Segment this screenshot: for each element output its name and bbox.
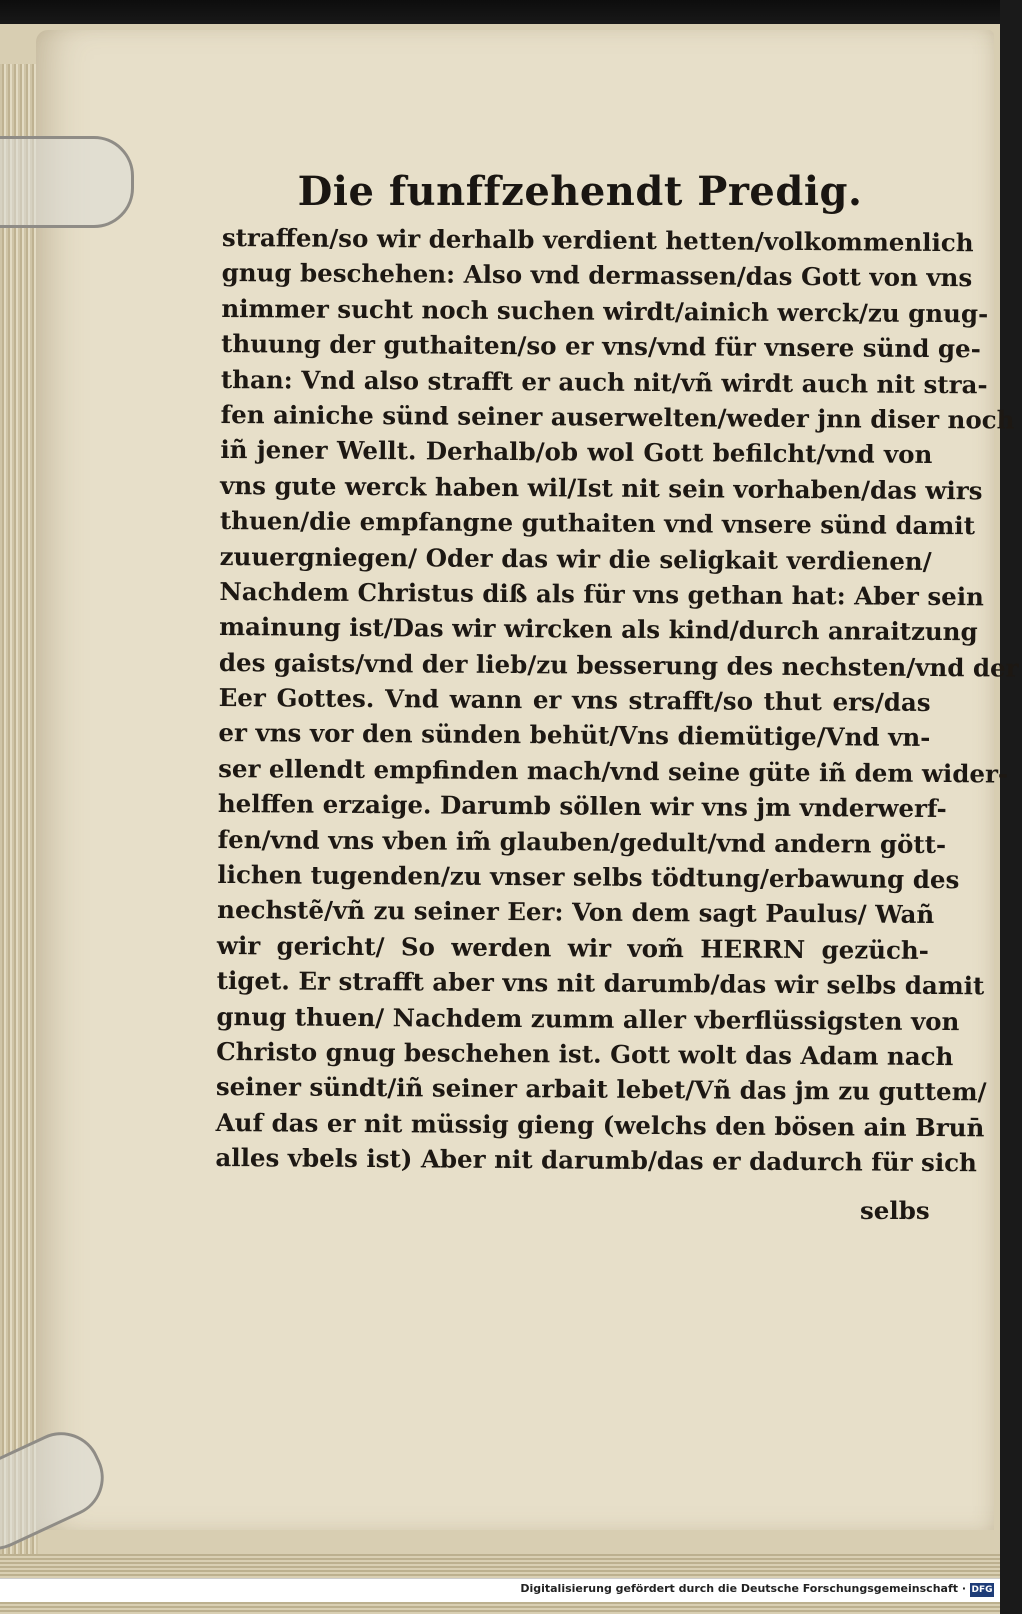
text-line: straffen/so wir derhalb verdient hetten/volkommenlich [221,222,974,258]
text-line: lichen tugenden/zu vnser selbs tödtung/erbawung des [217,860,960,895]
text-line: zuuergniegen/ Oder das wir die seligkait verdienen/ [219,541,932,576]
text-line: Eer Gottes. Vnd wann er vns strafft/so thut ers/das [218,683,931,718]
page-clip-icon [0,136,134,228]
footer-bar [0,1578,1000,1602]
text-line: ser ellendt empfinden mach/vnd seine güte iñ dem wider- [218,753,1009,789]
text-line: helffen erzaige. Darumb söllen wir vns jm vnderwerf- [217,789,947,824]
text-line: mainung ist/Das wir wircken als kind/durch anraitzung [219,612,978,647]
text-line: alles vbels ist) Aber nit darumb/das er dadurch für sich [215,1143,978,1178]
text-line: wir gericht/ So werden wir vom̃ HERRN gezüch- [216,930,930,965]
text-line: gnug beschehen: Also vnd dermassen/das Gott von vns [221,258,973,293]
text-line: vns gute werck haben wil/Ist nit sein vorhaben/das wirs [220,470,983,506]
dfg-logo: DFG [971,1585,993,1595]
text-line: Christo gnug beschehen ist. Gott wolt das Adam nach [216,1036,954,1072]
body-text [215,220,1019,1180]
running-head: Die funffzehendt Predig. [297,168,863,215]
text-line: seiner sündt/iñ seiner arbait lebet/Vñ das jm zu guttem/ [215,1072,987,1107]
text-line: gnug thuen/ Nachdem zumm aller vberflüssigsten von [216,1001,960,1036]
faded-stamp-mark [228,1208,348,1238]
text-line: des gaists/vnd der lieb/zu besserung des nechsten/vnd der [218,647,1019,683]
text-line: thuen/die empfangne guthaiten vnd vnsere sünd damit [219,506,976,541]
text-line: iñ jener Wellt. Derhalb/ob wol Gott befilcht/vnd von [220,435,933,470]
text-line: fen ainiche sünd seiner auserwelten/weder jnn diser noch [220,399,1015,435]
text-line: er vns vor den sünden behüt/Vns diemütige/Vnd vn- [218,718,931,753]
text-line: than: Vnd also strafft er auch nit/vñ wirdt auch nit stra- [220,364,988,399]
text-line: tiget. Er strafft aber vns nit darumb/das wir selbs damit [216,966,985,1001]
footer-credit: Digitalisierung gefördert durch die Deutsche Forschungsgemeinschaft · [520,1582,966,1595]
text-line: Nachdem Christus diß als für vns gethan hat: Aber sein [219,576,985,612]
text-line: fen/vnd vns vben im̃ glauben/gedult/vnd andern gött- [217,824,947,859]
text-line: nechstẽ/vñ zu seiner Eer: Von dem sagt Paulus/ Wañ [217,895,935,930]
text-line: thuung der guthaiten/so er vns/vnd für vnsere sünd ge- [221,329,981,364]
text-line: nimmer sucht noch suchen wirdt/ainich werck/zu gnug- [221,293,989,329]
catchword: selbs [860,1196,930,1225]
text-line: Auf das er nit müssig gieng (welchs den bösen ain Brun̄ [215,1107,985,1143]
page-stack-edge [0,64,38,1584]
